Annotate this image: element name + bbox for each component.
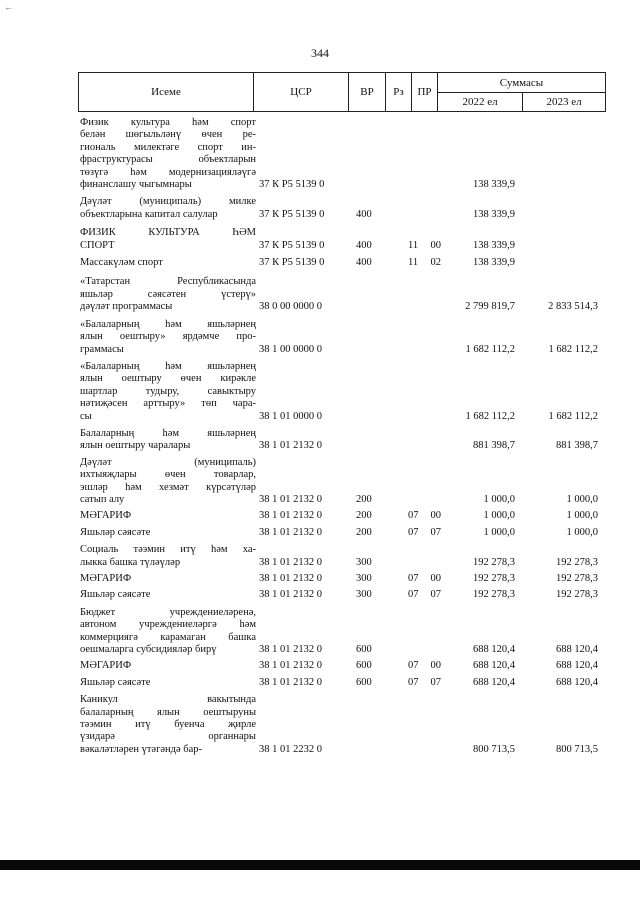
row-vr: 300: [356, 573, 372, 584]
row-csr: 38 1 01 2132 0: [259, 510, 322, 522]
row-name-line: сатып алу: [80, 493, 125, 505]
table-row: [78, 677, 606, 689]
table-row: [78, 589, 606, 601]
row-vr: 400: [356, 257, 372, 269]
row-name-line: «Балаларның һәм яшьләрнең: [80, 360, 256, 372]
table-row: [78, 196, 606, 221]
row-vr: 600: [356, 676, 372, 688]
row-rz: 07: [408, 573, 419, 584]
row-name-line: нәтиҗәсен арттыру» төп чара-: [80, 398, 256, 410]
row-name-line: вәкаләтләрен үтәгәндә бар-: [80, 743, 203, 755]
table-row: [78, 257, 606, 269]
row-name: [78, 361, 256, 423]
table-row: [78, 117, 606, 191]
row-sum-2022: 800 713,5: [473, 743, 515, 755]
row-name: [78, 694, 256, 756]
row-csr: 38 1 01 2132 0: [259, 573, 322, 584]
row-name-line: коммерциягә карамаган башка: [80, 631, 256, 643]
row-csr: 37 К Р5 5139 0: [259, 208, 325, 220]
row-sum-2023: 192 278,3: [556, 556, 598, 568]
row-sum-2023: 688 120,4: [556, 644, 598, 656]
row-name: [78, 457, 256, 507]
row-csr: 38 1 00 0000 0: [259, 343, 322, 355]
table-row: [78, 544, 606, 569]
row-vr: 200: [356, 526, 372, 538]
table-row: [78, 607, 606, 657]
row-sum-2022: 192 278,3: [473, 556, 515, 568]
row-sum-2022: 1 682 112,2: [465, 343, 515, 355]
row-name-line: Балаларның һәм яшьләрнең: [80, 427, 256, 439]
row-pr: 07: [430, 526, 441, 538]
row-csr: 38 1 01 0000 0: [259, 410, 322, 422]
row-name: [78, 196, 256, 221]
row-sum-2023: 688 120,4: [556, 660, 598, 672]
row-sum-2022: 138 339,9: [473, 239, 515, 251]
table-row: [78, 276, 606, 313]
row-name: [78, 276, 256, 313]
row-name-line: гиональ милектәге спорт ин-: [80, 141, 256, 153]
row-rz: 07: [408, 589, 419, 601]
row-name: [78, 319, 256, 356]
row-sum-2022: 138 339,9: [473, 208, 515, 220]
row-rz: 11: [408, 257, 419, 269]
row-sum-2023: 1 682 112,2: [548, 343, 598, 355]
row-rz: 07: [408, 526, 419, 538]
row-name-line: Физик культура һәм спорт: [80, 117, 256, 128]
row-rz: 07: [408, 510, 419, 522]
row-name-line: объектларына капитал салулар: [80, 208, 218, 220]
row-name: [78, 573, 256, 585]
table-row: [78, 227, 606, 252]
row-name-line: ФИЗИК КУЛЬТУРА ҺӘМ: [80, 227, 256, 239]
row-name: [78, 677, 256, 689]
row-name-line: «Татарстан Республикасында: [80, 276, 256, 288]
row-vr: 200: [356, 493, 372, 505]
row-sum-2023: 1 682 112,2: [548, 410, 598, 422]
header-name: Исеме: [78, 72, 254, 112]
row-sum-2022: 1 000,0: [483, 493, 515, 505]
row-name-line: балаларның ялын оештыруны: [80, 706, 256, 718]
row-name: [78, 227, 256, 252]
row-rz: 11: [408, 239, 419, 251]
row-sum-2023: 688 120,4: [556, 676, 598, 688]
row-sum-2022: 1 000,0: [483, 526, 515, 538]
row-sum-2022: 192 278,3: [473, 589, 515, 601]
table-row: [78, 510, 606, 522]
row-sum-2022: 1 000,0: [483, 510, 515, 522]
row-name-line: дәүләт программасы: [80, 301, 173, 313]
row-name-line: Яшьләр сәясәте: [80, 526, 151, 538]
row-name-line: ялын оештыру чаралары: [80, 440, 191, 452]
row-csr: 38 1 01 2132 0: [259, 526, 322, 538]
row-pr: 00: [430, 573, 441, 584]
row-name: [78, 660, 256, 672]
row-csr: 38 1 01 2132 0: [259, 660, 322, 672]
row-name-line: МӘГАРИФ: [80, 660, 132, 672]
row-sum-2023: 881 398,7: [556, 440, 598, 452]
row-csr: 38 1 01 2132 0: [259, 589, 322, 601]
table-body: [78, 113, 606, 756]
table-row: [78, 573, 606, 585]
row-name-line: фраструктурасы объектларын: [80, 154, 256, 166]
row-csr: 38 1 01 2132 0: [259, 676, 322, 688]
row-name-line: тәэмин итү буенча җирле: [80, 719, 256, 731]
row-sum-2022: 138 339,9: [473, 257, 515, 269]
row-sum-2022: 2 799 819,7: [465, 301, 515, 313]
page-number: 344: [311, 46, 329, 60]
row-name-line: төзүгә һәм модернизацияләүгә: [80, 166, 256, 178]
table-row: [78, 361, 606, 423]
row-name: [78, 257, 256, 269]
row-name-line: финанслашу чыгымнары: [80, 179, 192, 191]
row-name-line: МӘГАРИФ: [80, 573, 132, 584]
row-name-line: МӘГАРИФ: [80, 510, 132, 522]
row-name-line: Каникул вакытында: [80, 694, 256, 706]
row-name-line: лыкка башка түләүләр: [80, 556, 181, 568]
row-name-line: Яшьләр сәясәте: [80, 589, 151, 601]
row-sum-2023: 800 713,5: [556, 743, 598, 755]
row-csr: 38 1 01 2132 0: [259, 556, 322, 568]
corner-mark: ←: [4, 2, 13, 12]
table-row: [78, 694, 606, 756]
row-name-line: белән шөгыльләнү өчен ре-: [80, 129, 256, 141]
row-vr: 300: [356, 589, 372, 601]
row-name-line: граммасы: [80, 343, 124, 355]
scan-edge-bar: [0, 860, 640, 870]
table-row: [78, 428, 606, 453]
row-sum-2023: 1 000,0: [566, 493, 598, 505]
row-name-line: Яшьләр сәясәте: [80, 676, 151, 688]
header-2023: 2023 ел: [522, 92, 606, 112]
row-vr: 600: [356, 644, 372, 656]
row-name-line: Дәүләт (муниципаль): [80, 456, 256, 468]
row-name-line: ялын оештыру» ярдәмче про-: [80, 331, 256, 343]
row-pr: 02: [430, 257, 441, 269]
row-name-line: автоном учреждениеләргә һәм: [80, 619, 256, 631]
row-pr: 00: [430, 239, 441, 251]
row-name-line: Массакүләм спорт: [80, 257, 163, 269]
row-sum-2023: 192 278,3: [556, 573, 598, 584]
table-header: [78, 72, 606, 112]
row-csr: 37 К Р5 5139 0: [259, 257, 325, 269]
row-name-line: үзидарә органнары: [80, 731, 256, 743]
row-sum-2023: 2 833 514,3: [548, 301, 598, 313]
row-csr: 38 1 01 2132 0: [259, 493, 322, 505]
row-vr: 600: [356, 660, 372, 672]
row-sum-2022: 138 339,9: [473, 179, 515, 191]
row-pr: 07: [430, 589, 441, 601]
table-row: [78, 527, 606, 539]
row-name-line: шартлар тудыру, савыктыру: [80, 385, 256, 397]
header-rz: Рз: [385, 72, 412, 112]
row-csr: 37 К Р5 5139 0: [259, 179, 325, 191]
row-name-line: Бюджет учреждениеләренә,: [80, 606, 256, 618]
row-vr: 300: [356, 556, 372, 568]
header-sums: Суммасы: [437, 72, 606, 93]
header-2022: 2022 ел: [437, 92, 523, 112]
table-row: [78, 457, 606, 507]
row-sum-2022: 688 120,4: [473, 676, 515, 688]
row-name-line: Дәүләт (муниципаль) милке: [80, 196, 256, 208]
row-name-line: «Балаларның һәм яшьләрнең: [80, 318, 256, 330]
row-pr: 00: [430, 660, 441, 672]
header-pr: ПР: [411, 72, 438, 112]
header-csr: ЦСР: [253, 72, 349, 112]
row-sum-2022: 1 682 112,2: [465, 410, 515, 422]
row-name-line: СПОРТ: [80, 239, 115, 251]
row-sum-2023: 1 000,0: [566, 510, 598, 522]
row-name: [78, 544, 256, 569]
row-name-line: Социаль тәэмин итү һәм ха-: [80, 544, 256, 556]
table-row: [78, 319, 606, 356]
row-pr: 07: [430, 676, 441, 688]
row-name-line: ихтыяҗлары өчен товарлар,: [80, 469, 256, 481]
row-rz: 07: [408, 676, 419, 688]
row-name-line: яшьләр сәясәтен үстерү»: [80, 288, 256, 300]
row-name: [78, 607, 256, 657]
row-sum-2022: 688 120,4: [473, 644, 515, 656]
row-csr: 38 1 01 2132 0: [259, 440, 322, 452]
row-csr: 38 1 01 2232 0: [259, 743, 322, 755]
row-csr: 37 К Р5 5139 0: [259, 239, 325, 251]
row-csr: 38 0 00 0000 0: [259, 301, 322, 313]
row-sum-2023: 1 000,0: [566, 526, 598, 538]
row-name-line: эшләр һәм хезмәт күрсәтүләр: [80, 481, 256, 493]
header-vr: ВР: [348, 72, 386, 112]
row-rz: 07: [408, 660, 419, 672]
row-name-line: оешмаларга субсидияләр бирү: [80, 644, 217, 656]
row-name-line: ялын оештыру өчен кирәкле: [80, 373, 256, 385]
row-name-line: сы: [80, 410, 92, 422]
row-name: [78, 527, 256, 539]
row-sum-2022: 688 120,4: [473, 660, 515, 672]
row-vr: 400: [356, 239, 372, 251]
row-name: [78, 589, 256, 601]
row-csr: 38 1 01 2132 0: [259, 644, 322, 656]
row-vr: 400: [356, 208, 372, 220]
row-sum-2022: 881 398,7: [473, 440, 515, 452]
row-sum-2022: 192 278,3: [473, 573, 515, 584]
row-name: [78, 510, 256, 522]
table-row: [78, 660, 606, 672]
row-name: [78, 428, 256, 453]
row-pr: 00: [430, 510, 441, 522]
row-sum-2023: 192 278,3: [556, 589, 598, 601]
row-name: [78, 117, 256, 191]
row-vr: 200: [356, 510, 372, 522]
